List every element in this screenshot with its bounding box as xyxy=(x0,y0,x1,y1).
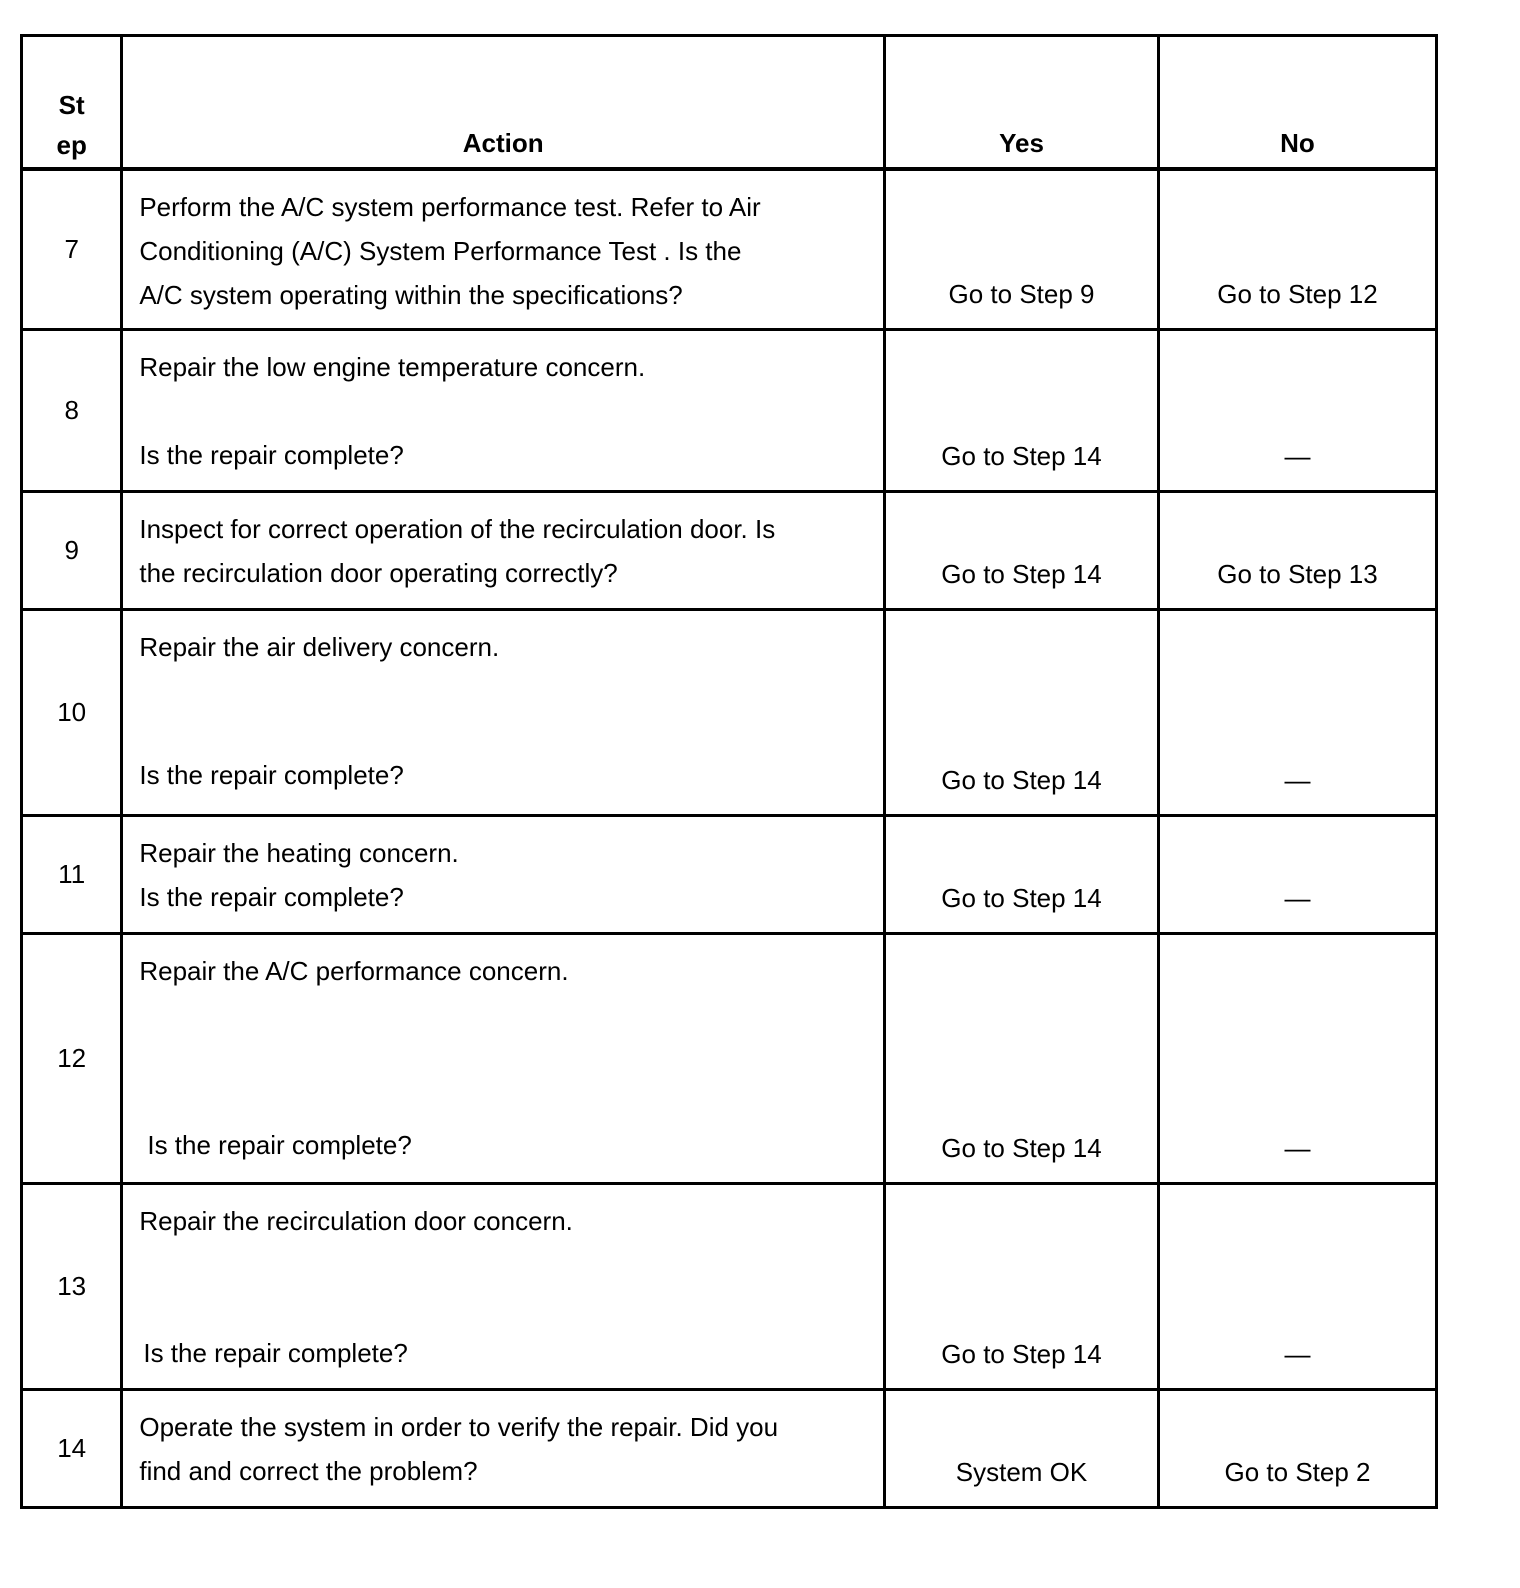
table-row xyxy=(22,169,1437,329)
no-cell: — xyxy=(1158,1183,1436,1389)
no-cell: Go to Step 13 xyxy=(1158,491,1436,609)
action-cell xyxy=(122,815,885,933)
action-line: find and correct the problem? xyxy=(139,1455,478,1486)
action-line: Conditioning (A/C) System Performance Test . Is the xyxy=(139,236,742,266)
yes-cell: System OK xyxy=(885,1389,1159,1507)
table-row xyxy=(22,933,1437,1183)
step-number: 14 xyxy=(22,1389,122,1507)
action-cell xyxy=(122,491,885,609)
action-cell xyxy=(122,169,885,329)
header-step xyxy=(22,36,122,170)
header-yes: Yes xyxy=(885,36,1159,170)
action-line: Inspect for correct operation of the recirculation door. Is xyxy=(139,513,776,544)
header-step-line1: St xyxy=(58,90,85,120)
table-row xyxy=(22,1389,1437,1507)
step-number: 9 xyxy=(22,491,122,609)
table-header-row xyxy=(22,36,1437,170)
table-row xyxy=(22,609,1437,815)
table-row xyxy=(22,329,1437,491)
action-line: the recirculation door operating correctly? xyxy=(139,557,618,588)
no-cell: — xyxy=(1158,609,1436,815)
action-line: Is the repair complete? xyxy=(139,759,404,790)
yes-cell: Go to Step 14 xyxy=(885,491,1159,609)
step-number: 10 xyxy=(22,609,122,815)
header-step-line2: ep xyxy=(56,130,87,160)
yes-cell: Go to Step 9 xyxy=(885,169,1159,329)
step-number: 12 xyxy=(22,933,122,1183)
yes-cell: Go to Step 14 xyxy=(885,933,1159,1183)
no-cell: — xyxy=(1158,329,1436,491)
diagnostic-step-table xyxy=(20,34,1438,1509)
no-cell: Go to Step 2 xyxy=(1158,1389,1436,1507)
action-line: Repair the low engine temperature concern. xyxy=(139,351,646,382)
action-line: Repair the air delivery concern. xyxy=(139,631,500,662)
action-line: Repair the heating concern. xyxy=(139,837,459,868)
yes-cell: Go to Step 14 xyxy=(885,1183,1159,1389)
step-number: 7 xyxy=(22,169,122,329)
action-cell xyxy=(122,1183,885,1389)
action-cell xyxy=(122,1389,885,1507)
header-action: Action xyxy=(122,36,885,170)
action-line: Is the repair complete? xyxy=(143,1337,408,1368)
action-cell xyxy=(122,329,885,491)
action-line: Is the repair complete? xyxy=(147,1129,412,1160)
step-number: 8 xyxy=(22,329,122,491)
action-cell xyxy=(122,609,885,815)
yes-cell: Go to Step 14 xyxy=(885,609,1159,815)
yes-cell: Go to Step 14 xyxy=(885,815,1159,933)
action-line: Repair the A/C performance concern. xyxy=(139,955,569,986)
action-line: Is the repair complete? xyxy=(139,881,404,912)
table-row xyxy=(22,491,1437,609)
yes-cell: Go to Step 14 xyxy=(885,329,1159,491)
no-cell: — xyxy=(1158,815,1436,933)
action-line: Perform the A/C system performance test. Refer to Air xyxy=(139,192,761,222)
table-row xyxy=(22,815,1437,933)
table-row xyxy=(22,1183,1437,1389)
action-line: Repair the recirculation door concern. xyxy=(139,1205,573,1236)
action-cell xyxy=(122,933,885,1183)
action-line: Is the repair complete? xyxy=(139,439,404,470)
header-no: No xyxy=(1158,36,1436,170)
no-cell: — xyxy=(1158,933,1436,1183)
step-number: 13 xyxy=(22,1183,122,1389)
no-cell: Go to Step 12 xyxy=(1158,169,1436,329)
action-line: A/C system operating within the specifications? xyxy=(139,280,683,310)
step-number: 11 xyxy=(22,815,122,933)
action-line: Operate the system in order to verify the repair. Did you xyxy=(139,1411,779,1442)
